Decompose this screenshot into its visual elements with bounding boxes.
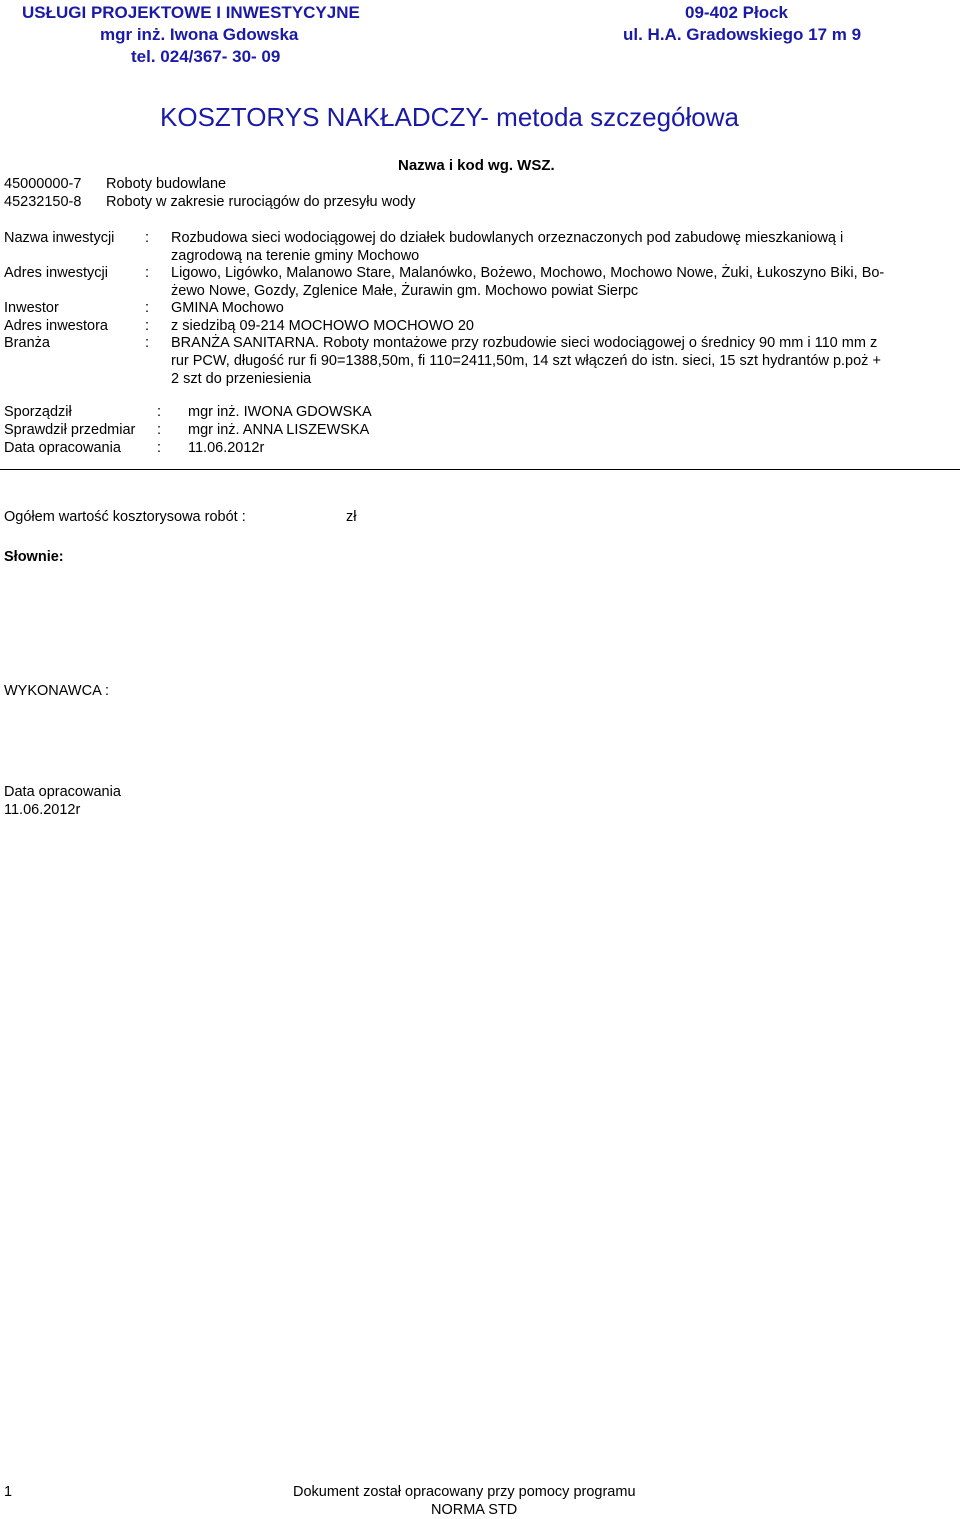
code-name: Roboty budowlane [106,176,227,192]
document-title: KOSZTORYS NAKŁADCZY- metoda szczegółowa [160,102,739,132]
bottom-date-label: Data opracowania [4,784,121,800]
footer-note-line1: Dokument został opracowany przy pomocy programu [293,1484,636,1500]
footer-note-line2: NORMA STD [431,1502,518,1518]
branza-line3: 2 szt do przeniesienia [171,371,312,387]
adres-inwestora-label: Adres inwestora [4,318,108,334]
total-value-label: Ogółem wartość kosztorysowa robót : [4,509,246,525]
adres-inwestora-value: z siedzibą 09-214 MOCHOWO MOCHOWO 20 [171,318,474,334]
separator: : [157,404,162,420]
code-number: 45232150-8 [4,194,82,210]
adres-inwestycji-line1: Ligowo, Ligówko, Malanowo Stare, Malanówko, Bożewo, Mochowo, Mochowo Nowe, Żuki, Łukoszyno Biki, Bo- [171,265,885,281]
nazwa-inwestycji-line2: zagrodową na terenie gminy Mochowo [171,248,420,264]
sporzadzil-value: mgr inż. IWONA GDOWSKA [188,404,372,420]
inwestor-value: GMINA Mochowo [171,300,284,316]
adres-inwestycji-label: Adres inwestycji [4,265,108,281]
total-currency: zł [346,509,357,525]
company-name: USŁUGI PROJEKTOWE I INWESTYCYJNE [22,3,360,22]
code-name: Roboty w zakresie rurociągów do przesyłu wody [106,194,416,210]
separator: : [157,422,162,438]
separator: : [145,300,150,316]
page-number: 1 [4,1484,13,1500]
data-opracowania-label: Data opracowania [4,440,121,456]
inwestor-label: Inwestor [4,300,59,316]
sprawdzil-value: mgr inż. ANNA LISZEWSKA [188,422,370,438]
branza-line1: BRANŻA SANITARNA. Roboty montażowe przy rozbudowie sieci wodociągowej o średnicy 90 mm i 110 mm z [171,335,878,351]
company-person: mgr inż. Iwona Gdowska [100,25,299,44]
slownie-label: Słownie: [4,549,64,565]
separator: : [145,230,150,246]
sporzadzil-label: Sporządził [4,404,72,420]
divider [0,469,960,470]
company-phone: tel. 024/367- 30- 09 [131,47,281,66]
sprawdzil-label: Sprawdził przedmiar [4,422,136,438]
code-label: Nazwa i kod wg. WSZ. [398,157,555,174]
nazwa-inwestycji-line1: Rozbudowa sieci wodociągowej do działek budowlanych orzeznaczonych pod zabudowę mieszkaniową i [171,230,844,246]
separator: : [157,440,162,456]
company-postal-city: 09-402 Płock [685,3,789,22]
wykonawca-label: WYKONAWCA : [4,683,109,699]
company-street: ul. H.A. Gradowskiego 17 m 9 [623,25,862,44]
branza-label: Branża [4,335,50,351]
code-number: 45000000-7 [4,176,82,192]
separator: : [145,335,150,351]
separator: : [145,265,150,281]
branza-line2: rur PCW, długość rur fi 90=1388,50m, fi 110=2411,50m, 14 szt włączeń do istn. sieci, 15 szt hydrantów p.poż + [171,353,881,369]
nazwa-inwestycji-label: Nazwa inwestycji [4,230,115,246]
bottom-date-value: 11.06.2012r [4,802,81,818]
separator: : [145,318,150,334]
data-opracowania-value: 11.06.2012r [188,440,265,456]
adres-inwestycji-line2: żewo Nowe, Gozdy, Zglenice Małe, Żurawin gm. Mochowo powiat Sierpc [171,283,639,299]
